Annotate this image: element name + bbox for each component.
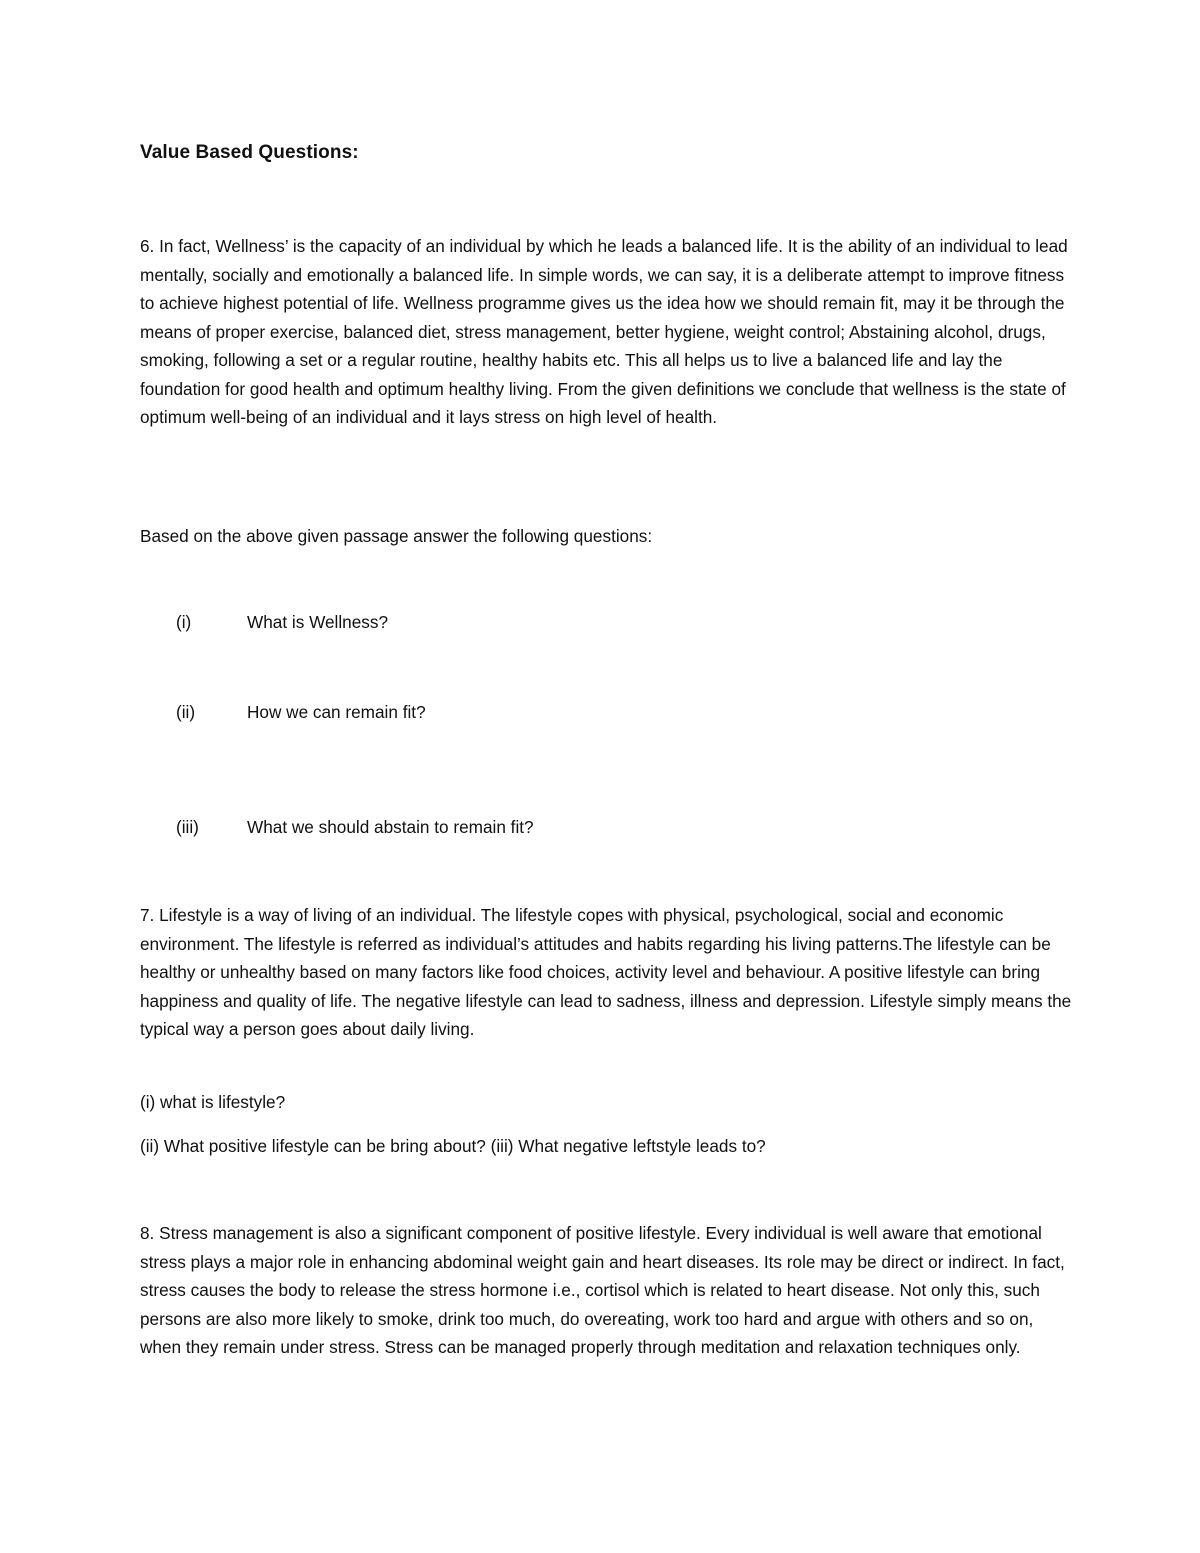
question-7-sub-question-2: (ii) What positive lifestyle can be bring about? (iii) What negative leftstyle leads to? <box>140 1136 766 1156</box>
question-6-sub-text-iii: What we should abstain to remain fit? <box>247 817 534 837</box>
question-6-sub-number-iii: (iii) <box>176 817 199 837</box>
question-6-sub-number-i: (i) <box>176 612 192 632</box>
question-6-passage: 6. In fact, Wellness’ is the capacity of an individual by which he leads a balanced life. It is the ability of an individual to lead mentally, socially and emotionally a balanced life. In simple words, we can say, it is a deliberate attempt to improve fitness to achieve highest potential of life. Wellness programme gives us the idea how we should remain fit, may it be through the means of proper exercise, balanced diet, stress management, better hygiene, weight control; Abstaining alcohol, drugs, smoking, following a set or a regular routine, healthy habits etc. This all helps us to live a balanced life and lay the foundation for good health and optimum healthy living. From the given definitions we conclude that wellness is the state of optimum well-being of an individual and it lays stress on high level of health. <box>140 236 1068 427</box>
question-8-passage: 8. Stress management is also a significant component of positive lifestyle. Every individual is well aware that emotional stress plays a major role in enhancing abdominal weight gain and heart diseases. Its role may be direct or indirect. In fact, stress causes the body to release the stress hormone i.e., cortisol which is related to heart disease. Not only this, such persons are also more likely to smoke, drink too much, do overeating, work too hard and argue with others and so on, when they remain under stress. Stress can be managed properly through meditation and relaxation techniques only. <box>140 1223 1065 1357</box>
page-heading: Value Based Questions: <box>140 142 359 163</box>
question-6-sub-text-ii: How we can remain fit? <box>247 702 426 722</box>
question-7-passage: 7. Lifestyle is a way of living of an individual. The lifestyle copes with physical, psychological, social and economic environment. The lifestyle is referred as individual’s attitudes and habits regarding his living patterns.The lifestyle can be healthy or unhealthy based on many factors like food choices, activity level and behaviour. A positive lifestyle can bring happiness and quality of life. The negative lifestyle can lead to sadness, illness and depression. Lifestyle simply means the typical way a person goes about daily living. <box>140 905 1072 1039</box>
question-6-instruction: Based on the above given passage answer the following questions: <box>140 526 653 546</box>
question-6-sub-number-ii: (ii) <box>176 702 196 722</box>
question-7-sub-question-1: (i) what is lifestyle? <box>140 1092 286 1112</box>
question-6-sub-text-i: What is Wellness? <box>247 612 389 632</box>
